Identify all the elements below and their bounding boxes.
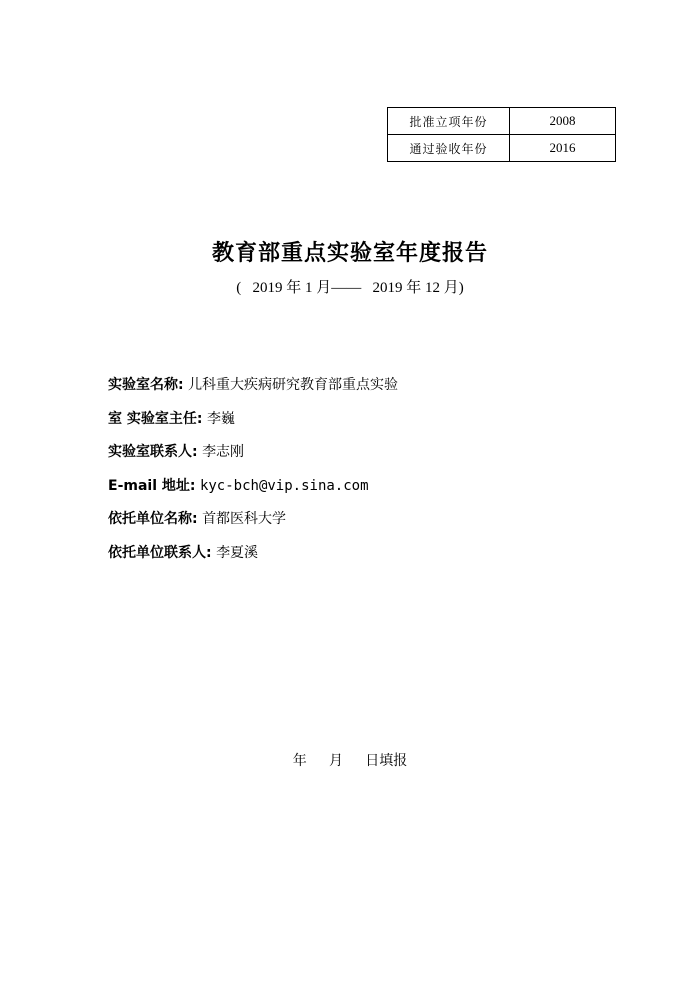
lab-name-field (108, 374, 628, 408)
host-contact-field (108, 542, 628, 576)
lab-name-label: 实验室名称: (108, 377, 184, 393)
lab-director-value: 李巍 (206, 410, 235, 427)
host-institution-label: 依托单位名称: (108, 511, 198, 527)
email-value: kyc-bch@vip.sina.com (199, 477, 369, 494)
host-contact-label: 依托单位联系人: (108, 544, 212, 561)
acceptance-year-row (388, 135, 616, 162)
lab-contact-field (108, 441, 628, 475)
host-institution-field (108, 508, 628, 542)
report-period: ( 2019 年 1 月—— 2019 年 12 月) (236, 280, 464, 296)
lab-contact-label: 实验室联系人: (108, 444, 198, 460)
acceptance-year-label: 通过验收年份 (388, 135, 510, 162)
report-title: 教育部重点实验室年度报告 (211, 241, 488, 266)
host-institution-value: 首都医科大学 (202, 511, 287, 527)
fill-date: 年 月 日填报 (292, 753, 408, 769)
approval-year-label: 批准立项年份 (388, 108, 510, 135)
acceptance-year-value: 2016 (510, 135, 616, 162)
lab-info-fields (108, 374, 628, 575)
lab-name-value: 儿科重大疾病研究教育部重点实验 (188, 377, 399, 393)
approval-year-value: 2008 (510, 108, 616, 135)
email-label: E-mail 地址: (108, 477, 196, 494)
host-contact-value: 李夏溪 (216, 544, 259, 561)
lab-director-field (108, 408, 628, 442)
approval-year-table (387, 107, 616, 162)
lab-director-label: 室 实验室主任: (108, 410, 203, 427)
lab-contact-value: 李志刚 (202, 444, 245, 460)
approval-year-row (388, 108, 616, 135)
email-field (108, 475, 628, 509)
